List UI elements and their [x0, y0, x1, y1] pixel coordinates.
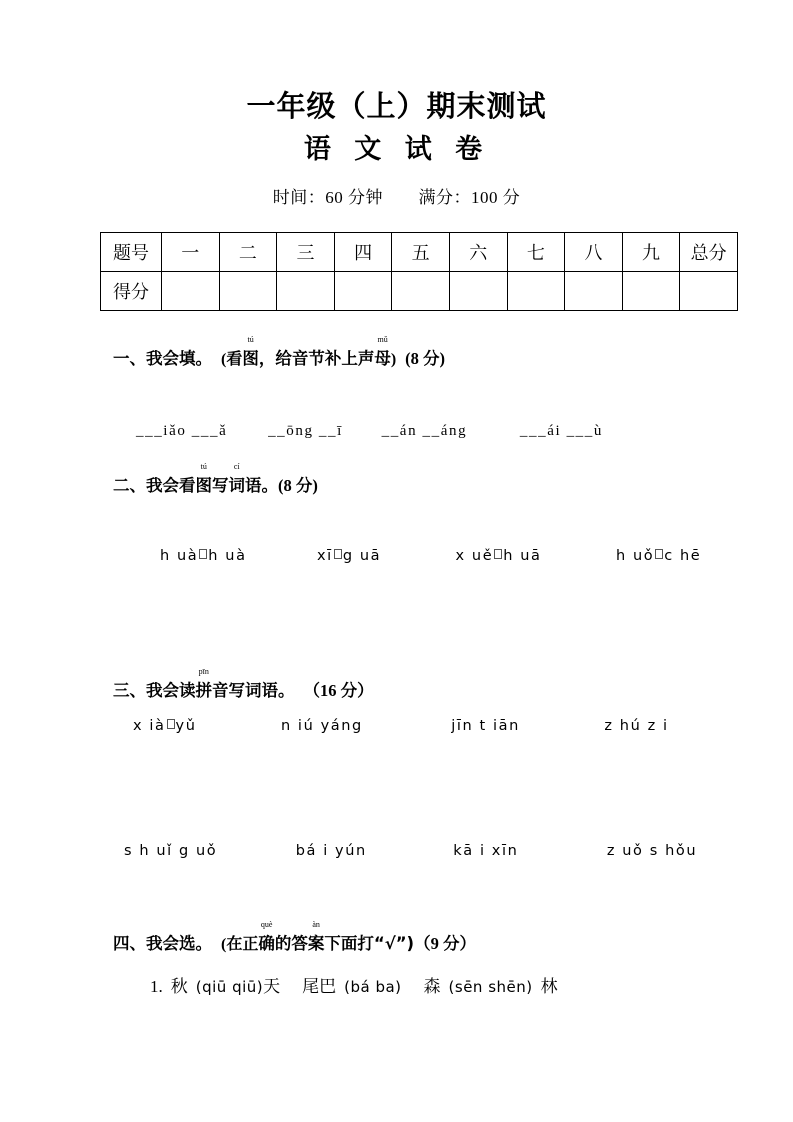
row-label-score: 得分: [101, 272, 162, 311]
section-2-heading: [113, 462, 318, 496]
section-2-title-pre: 我会看: [146, 476, 196, 495]
exam-title: 一年级（上）期末测试: [246, 89, 547, 123]
score-cell-q2[interactable]: [219, 272, 277, 311]
section-1-title: 我会填。: [146, 349, 212, 368]
choice-2-options[interactable]: (bá ba): [344, 978, 402, 996]
table-cell-q6: 六: [449, 233, 507, 272]
section-3-number: 三、: [113, 681, 146, 700]
section-1-points: (8 分): [405, 349, 446, 368]
choice-1-options[interactable]: (qiū qiū): [195, 978, 264, 996]
time-limit-label: 时间：60 分钟: [272, 188, 383, 207]
section-2-number: 二、: [113, 476, 146, 495]
section-1-instruction-mid: ，给音节补上声: [258, 349, 375, 368]
answer-blank-3[interactable]: __án __áng: [381, 423, 468, 439]
ruby-annotation-mu: [374, 335, 391, 369]
section-3-title-post: 音写词语。: [212, 681, 295, 700]
score-cell-q4[interactable]: [334, 272, 392, 311]
section-4-instruction-pre: (在正: [221, 936, 259, 953]
section-2-title-mid: 写: [212, 476, 229, 495]
s3-word-8: z uǒ s hǒu: [606, 843, 698, 859]
s3-word-6: bá i yún: [295, 843, 367, 859]
exam-meta: [0, 183, 793, 208]
pinyin-word-2: [317, 548, 381, 564]
answer-blank-1[interactable]: ___iǎo ___ǎ: [136, 423, 228, 439]
s3-word-7: kā i xīn: [453, 843, 519, 859]
pinyin-word-2-b: g uā: [342, 548, 382, 564]
score-cell-q6[interactable]: [449, 272, 507, 311]
table-cell-total: 总分: [680, 233, 738, 272]
pinyin-word-3-a: x uě: [455, 548, 494, 564]
s3-word-2: n iú yáng: [280, 718, 363, 734]
section-4-number: 四、: [113, 934, 146, 953]
ruby-base-ci: 词: [228, 476, 245, 495]
pinyin-word-4-b: c hē: [664, 548, 702, 564]
missing-glyph-box: [655, 549, 663, 559]
s3-word-1-b: yǔ: [175, 718, 197, 734]
ruby-annotation-pin: [195, 667, 213, 701]
ruby-text-an: àn: [312, 920, 320, 929]
ruby-text-ci: cí: [233, 462, 240, 471]
choice-2-char-before: 尾巴: [302, 977, 337, 997]
table-cell-q3: 三: [277, 233, 335, 272]
section-4-heading: [113, 920, 476, 954]
choice-3-options[interactable]: (sēn shēn): [448, 978, 533, 996]
ruby-annotation-tu-2: [195, 462, 213, 496]
score-table-container: [100, 232, 738, 311]
missing-glyph-box: [494, 549, 502, 559]
ruby-annotation-tu: [242, 335, 259, 369]
missing-glyph-box: [199, 549, 207, 559]
pinyin-word-4-a: h uǒ: [615, 548, 655, 564]
page-header: [0, 0, 793, 208]
section-4-title: 我会选。: [146, 934, 212, 953]
table-cell-q1: 一: [162, 233, 220, 272]
subject-title: 语 文 试 卷: [303, 134, 490, 166]
table-cell-q9: 九: [622, 233, 680, 272]
ruby-annotation-ci: [228, 462, 246, 496]
ruby-text-tu: tú: [247, 335, 254, 344]
question-1-number: 1.: [150, 977, 163, 996]
answer-blank-2[interactable]: __ōng __ī: [268, 423, 343, 439]
pinyin-word-1-a: h uà: [160, 548, 199, 564]
choice-3-char-before: 森: [423, 977, 441, 997]
section-1-heading: [113, 335, 446, 369]
section-1-instruction-pre: (看: [221, 351, 243, 368]
choice-1-char-before: 秋: [170, 977, 188, 997]
score-cell-q9[interactable]: [622, 272, 680, 311]
section-4-instruction-post: 下面打“√”): [324, 934, 415, 953]
score-cell-q7[interactable]: [507, 272, 565, 311]
section-4-question-1: [150, 972, 558, 997]
table-cell-q5: 五: [392, 233, 450, 272]
table-cell-q7: 七: [507, 233, 565, 272]
choice-3-char-after: 林: [540, 977, 558, 997]
section-1-number: 一、: [113, 349, 146, 368]
score-cell-q5[interactable]: [392, 272, 450, 311]
pinyin-word-2-a: xī: [317, 548, 333, 564]
table-cell-q8: 八: [565, 233, 623, 272]
ruby-annotation-que: [258, 920, 275, 954]
s3-word-5: s h uǐ g uǒ: [124, 843, 218, 859]
section-2-title-post: 语。: [245, 476, 278, 495]
answer-blank-4[interactable]: ___ái ___ù: [519, 423, 603, 439]
s3-word-4: z hú z i: [604, 718, 669, 734]
pinyin-word-4: [616, 548, 701, 564]
row-label-question-number: 题号: [101, 233, 162, 272]
pinyin-word-3-b: h uā: [503, 548, 542, 564]
ruby-text-pin: pīn: [198, 667, 209, 676]
s3-word-3: jīn t iān: [451, 718, 520, 734]
score-cell-total[interactable]: [680, 272, 738, 311]
section-4-points-wrap: [414, 934, 476, 953]
ruby-text-mu: mǔ: [377, 335, 388, 344]
pinyin-word-3: [456, 548, 542, 564]
choice-1-char-after: 天: [263, 977, 281, 997]
total-score-label: 满分：100 分: [418, 188, 521, 207]
section-1-instruction-post: ): [390, 351, 397, 368]
score-cell-q8[interactable]: [565, 272, 623, 311]
section-3-heading: [113, 667, 374, 701]
ruby-base-tu: 图: [242, 349, 259, 368]
ruby-text-que: què: [260, 920, 273, 929]
section-3-points: （16 分）: [303, 681, 374, 700]
ruby-annotation-an: [307, 920, 325, 954]
pinyin-word-1-b: h uà: [208, 548, 247, 564]
ruby-base-tu-2: 图: [195, 476, 212, 495]
ruby-base-an: 案: [307, 934, 325, 953]
section-3-pinyin-row-2: [124, 843, 697, 859]
table-cell-q4: 四: [334, 233, 392, 272]
ruby-text-tu-2: tú: [200, 462, 207, 471]
ruby-base-que: 确: [258, 934, 275, 953]
missing-glyph-box: [334, 549, 342, 559]
section-3-title-pre: 我会读: [146, 681, 196, 700]
ruby-base-mu: 母: [374, 349, 391, 368]
section-2-points: (8 分): [278, 476, 318, 495]
missing-glyph-box: [167, 719, 175, 729]
table-row-question-numbers: [101, 233, 738, 272]
score-cell-q3[interactable]: [277, 272, 335, 311]
section-1-answer-row: [136, 423, 603, 440]
s3-word-1: [133, 718, 197, 734]
section-2-pinyin-row: [160, 548, 701, 564]
ruby-base-pin: 拼: [195, 681, 212, 700]
pinyin-word-1: [160, 548, 247, 564]
table-cell-q2: 二: [219, 233, 277, 272]
section-4-instruction-mid: 的答: [274, 934, 308, 953]
section-4-points: （9 分）: [414, 934, 476, 953]
table-row-scores: [101, 272, 738, 311]
section-3-pinyin-row-1: [133, 718, 669, 734]
score-table: [100, 232, 738, 311]
s3-word-1-a: x ià: [133, 718, 166, 734]
score-cell-q1[interactable]: [162, 272, 220, 311]
